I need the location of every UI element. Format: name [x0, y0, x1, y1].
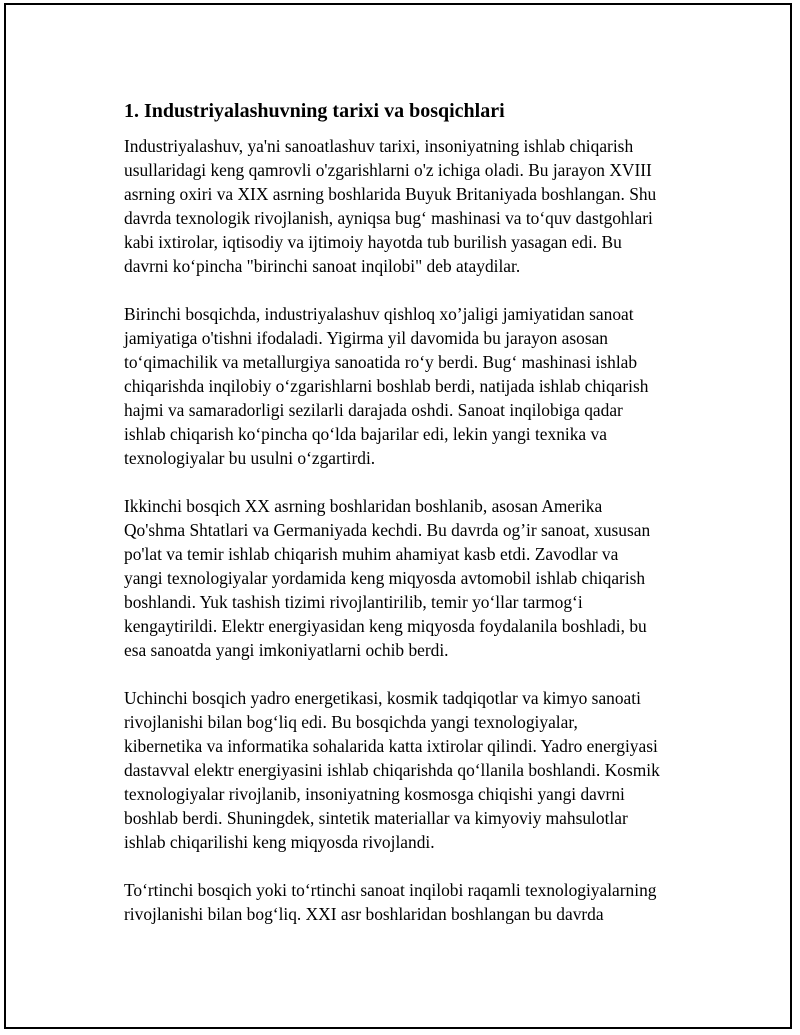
- text-line: boshlandi. Yuk tashish tizimi rivojlantirilib, temir yo‘llar tarmog‘i: [124, 592, 583, 612]
- text-line: ishlab chiqarilishi keng miqyosda rivojlandi.: [124, 832, 435, 852]
- text-line: Birinchi bosqichda, industriyalashuv qishloq xo’jaligi jamiyatidan sanoat: [124, 304, 634, 324]
- text-line: asrning oxiri va XIX asrning boshlarida Buyuk Britaniyada boshlangan. Shu: [124, 184, 657, 204]
- paragraph-3: [124, 494, 724, 662]
- text-line: Qo'shma Shtatlari va Germaniyada kechdi. Bu davrda og’ir sanoat, xususan: [124, 520, 651, 540]
- text-line: jamiyatiga o'tishni ifodaladi. Yigirma yil davomida bu jarayon asosan: [124, 328, 609, 348]
- text-line: davrda texnologik rivojlanish, ayniqsa bug‘ mashinasi va to‘quv dastgohlari: [124, 208, 653, 228]
- text-line: to‘qimachilik va metallurgiya sanoatida ro‘y berdi. Bug‘ mashinasi ishlab: [124, 352, 638, 372]
- text-line: texnologiyalar rivojlanib, insoniyatning kosmosga chiqishi yangi davrni: [124, 784, 625, 804]
- text-line: usullaridagi keng qamrovli o'zgarishlarni o'z ichiga oladi. Bu jarayon XVIII: [124, 160, 652, 180]
- text-line: chiqarishda inqilobiy o‘zgarishlarni boshlab berdi, natijada ishlab chiqarish: [124, 376, 649, 396]
- text-line: davrni ko‘pincha "birinchi sanoat inqilobi" deb ataydilar.: [124, 256, 521, 276]
- text-line: To‘rtinchi bosqich yoki to‘rtinchi sanoat inqilobi raqamli texnologiyalarning: [124, 880, 657, 900]
- text-line: hajmi va samaradorligi sezilarli darajada oshdi. Sanoat inqilobiga qadar: [124, 400, 623, 420]
- paragraph-4: [124, 686, 724, 854]
- text-line: boshlab berdi. Shuningdek, sintetik materiallar va kimyoviy mahsulotlar: [124, 808, 628, 828]
- paragraph-2: [124, 302, 724, 470]
- text-line: kengaytirildi. Elektr energiyasidan keng miqyosda foydalanila boshladi, bu: [124, 616, 647, 636]
- paragraph-1: [124, 134, 724, 278]
- text-line: rivojlanishi bilan bog‘liq. XXI asr boshlaridan boshlangan bu davrda: [124, 904, 604, 924]
- text-line: dastavval elektr energiyasini ishlab chiqarishda qo‘llanila boshlandi. Kosmik: [124, 760, 660, 780]
- text-line: texnologiyalar bu usulni o‘zgartirdi.: [124, 448, 376, 468]
- paragraph-5: [124, 878, 724, 926]
- text-line: ishlab chiqarish ko‘pincha qo‘lda bajarilar edi, lekin yangi texnika va: [124, 424, 607, 444]
- section-heading: 1. Industriyalashuvning tarixi va bosqichlari: [124, 100, 505, 122]
- page-frame: [4, 3, 792, 1029]
- text-line: Uchinchi bosqich yadro energetikasi, kosmik tadqiqotlar va kimyo sanoati: [124, 688, 641, 708]
- text-line: kabi ixtirolar, iqtisodiy va ijtimoiy hayotda tub burilish yasagan edi. Bu: [124, 232, 622, 252]
- text-line: rivojlanishi bilan bog‘liq edi. Bu bosqichda yangi texnologiyalar,: [124, 712, 578, 732]
- text-line: kibernetika va informatika sohalarida katta ixtirolar qilindi. Yadro energiyasi: [124, 736, 658, 756]
- text-line: Ikkinchi bosqich XX asrning boshlaridan boshlanib, asosan Amerika: [124, 496, 603, 516]
- text-line: esa sanoatda yangi imkoniyatlarni ochib berdi.: [124, 640, 449, 660]
- text-line: Industriyalashuv, ya'ni sanoatlashuv tarixi, insoniyatning ishlab chiqarish: [124, 136, 634, 156]
- text-line: yangi texnologiyalar yordamida keng miqyosda avtomobil ishlab chiqarish: [124, 568, 646, 588]
- document-body: [124, 99, 724, 950]
- text-line: po'lat va temir ishlab chiqarish muhim ahamiyat kasb etdi. Zavodlar va: [124, 544, 619, 564]
